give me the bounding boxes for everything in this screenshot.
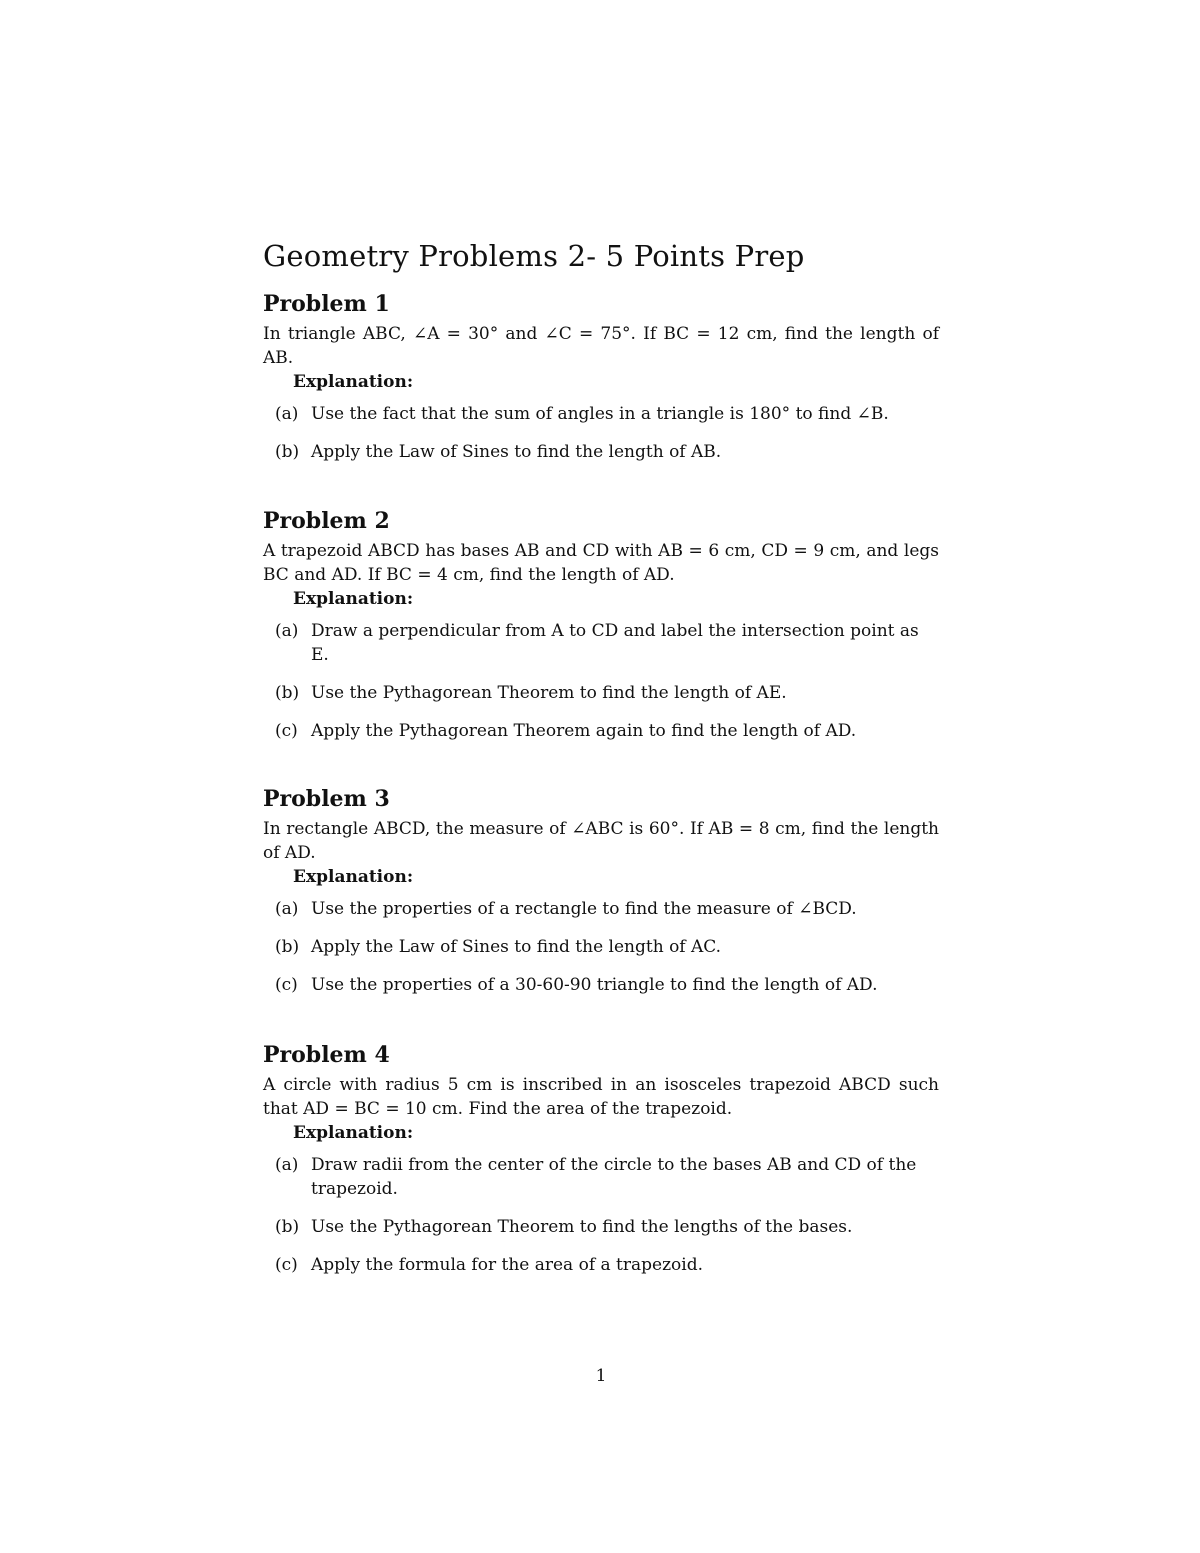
explanation-step <box>263 719 939 743</box>
step-text: Apply the formula for the area of a trapezoid. <box>311 1255 704 1275</box>
problem-1 <box>263 290 939 478</box>
explanation-step <box>263 897 939 921</box>
step-marker: (a) <box>275 404 299 424</box>
step-text: Use the properties of a 30-60-90 triangle to find the length of AD. <box>311 975 878 995</box>
step-text: Apply the Pythagorean Theorem again to find the length of AD. <box>311 721 857 741</box>
step-marker: (b) <box>275 683 300 703</box>
explanation-step <box>263 681 939 705</box>
problem-4 <box>263 1041 939 1291</box>
step-marker: (c) <box>275 975 298 995</box>
problem-heading: Problem 2 <box>263 508 390 534</box>
step-marker: (b) <box>275 1217 300 1237</box>
step-marker: (c) <box>275 1255 298 1275</box>
explanation-steps <box>263 1153 939 1277</box>
step-text: Use the properties of a rectangle to find the measure of ∠BCD. <box>311 899 857 919</box>
step-marker: (a) <box>275 1155 299 1175</box>
problem-statement: In triangle ABC, ∠A = 30° and ∠C = 75°. If BC = 12 cm, find the length of AB. <box>263 324 939 368</box>
step-text: Apply the Law of Sines to find the length of AB. <box>311 442 722 462</box>
explanation-steps <box>263 402 939 464</box>
problem-2 <box>263 507 939 757</box>
explanation-label: Explanation: <box>293 372 414 392</box>
explanation-label: Explanation: <box>293 589 414 609</box>
step-text: Use the Pythagorean Theorem to find the length of AE. <box>311 683 787 703</box>
explanation-step <box>263 1153 939 1201</box>
explanation-label: Explanation: <box>293 1123 414 1143</box>
explanation-step <box>263 440 939 464</box>
step-text: Draw radii from the center of the circle to the bases AB and CD of the trapezoid. <box>311 1155 917 1199</box>
problem-statement: In rectangle ABCD, the measure of ∠ABC is 60°. If AB = 8 cm, find the length of AD. <box>263 819 939 863</box>
step-text: Apply the Law of Sines to find the length of AC. <box>311 937 722 957</box>
step-text: Use the fact that the sum of angles in a triangle is 180° to find ∠B. <box>311 404 889 424</box>
document-page <box>263 0 939 1553</box>
explanation-steps <box>263 897 939 997</box>
page-number: 1 <box>595 1366 607 1386</box>
problem-heading: Problem 3 <box>263 786 390 812</box>
page-title: Geometry Problems 2- 5 Points Prep <box>263 239 805 273</box>
step-marker: (a) <box>275 899 299 919</box>
step-marker: (b) <box>275 442 300 462</box>
explanation-step <box>263 619 939 667</box>
problem-heading: Problem 4 <box>263 1042 390 1068</box>
explanation-step <box>263 1253 939 1277</box>
step-marker: (b) <box>275 937 300 957</box>
problem-statement: A trapezoid ABCD has bases AB and CD with AB = 6 cm, CD = 9 cm, and legs BC and AD. If BC = 4 cm, find the length of AD. <box>263 541 939 585</box>
explanation-label: Explanation: <box>293 867 414 887</box>
explanation-step <box>263 1215 939 1239</box>
step-text: Use the Pythagorean Theorem to find the lengths of the bases. <box>311 1217 853 1237</box>
explanation-step <box>263 935 939 959</box>
problem-statement: A circle with radius 5 cm is inscribed in an isosceles trapezoid ABCD such that AD = BC = 10 cm. Find the area of the trapezoid. <box>263 1075 939 1119</box>
problem-heading: Problem 1 <box>263 291 390 317</box>
explanation-steps <box>263 619 939 743</box>
step-marker: (a) <box>275 621 299 641</box>
explanation-step <box>263 973 939 997</box>
explanation-step <box>263 402 939 426</box>
step-text: Draw a perpendicular from A to CD and label the intersection point as E. <box>311 621 919 665</box>
problem-3 <box>263 785 939 1011</box>
step-marker: (c) <box>275 721 298 741</box>
